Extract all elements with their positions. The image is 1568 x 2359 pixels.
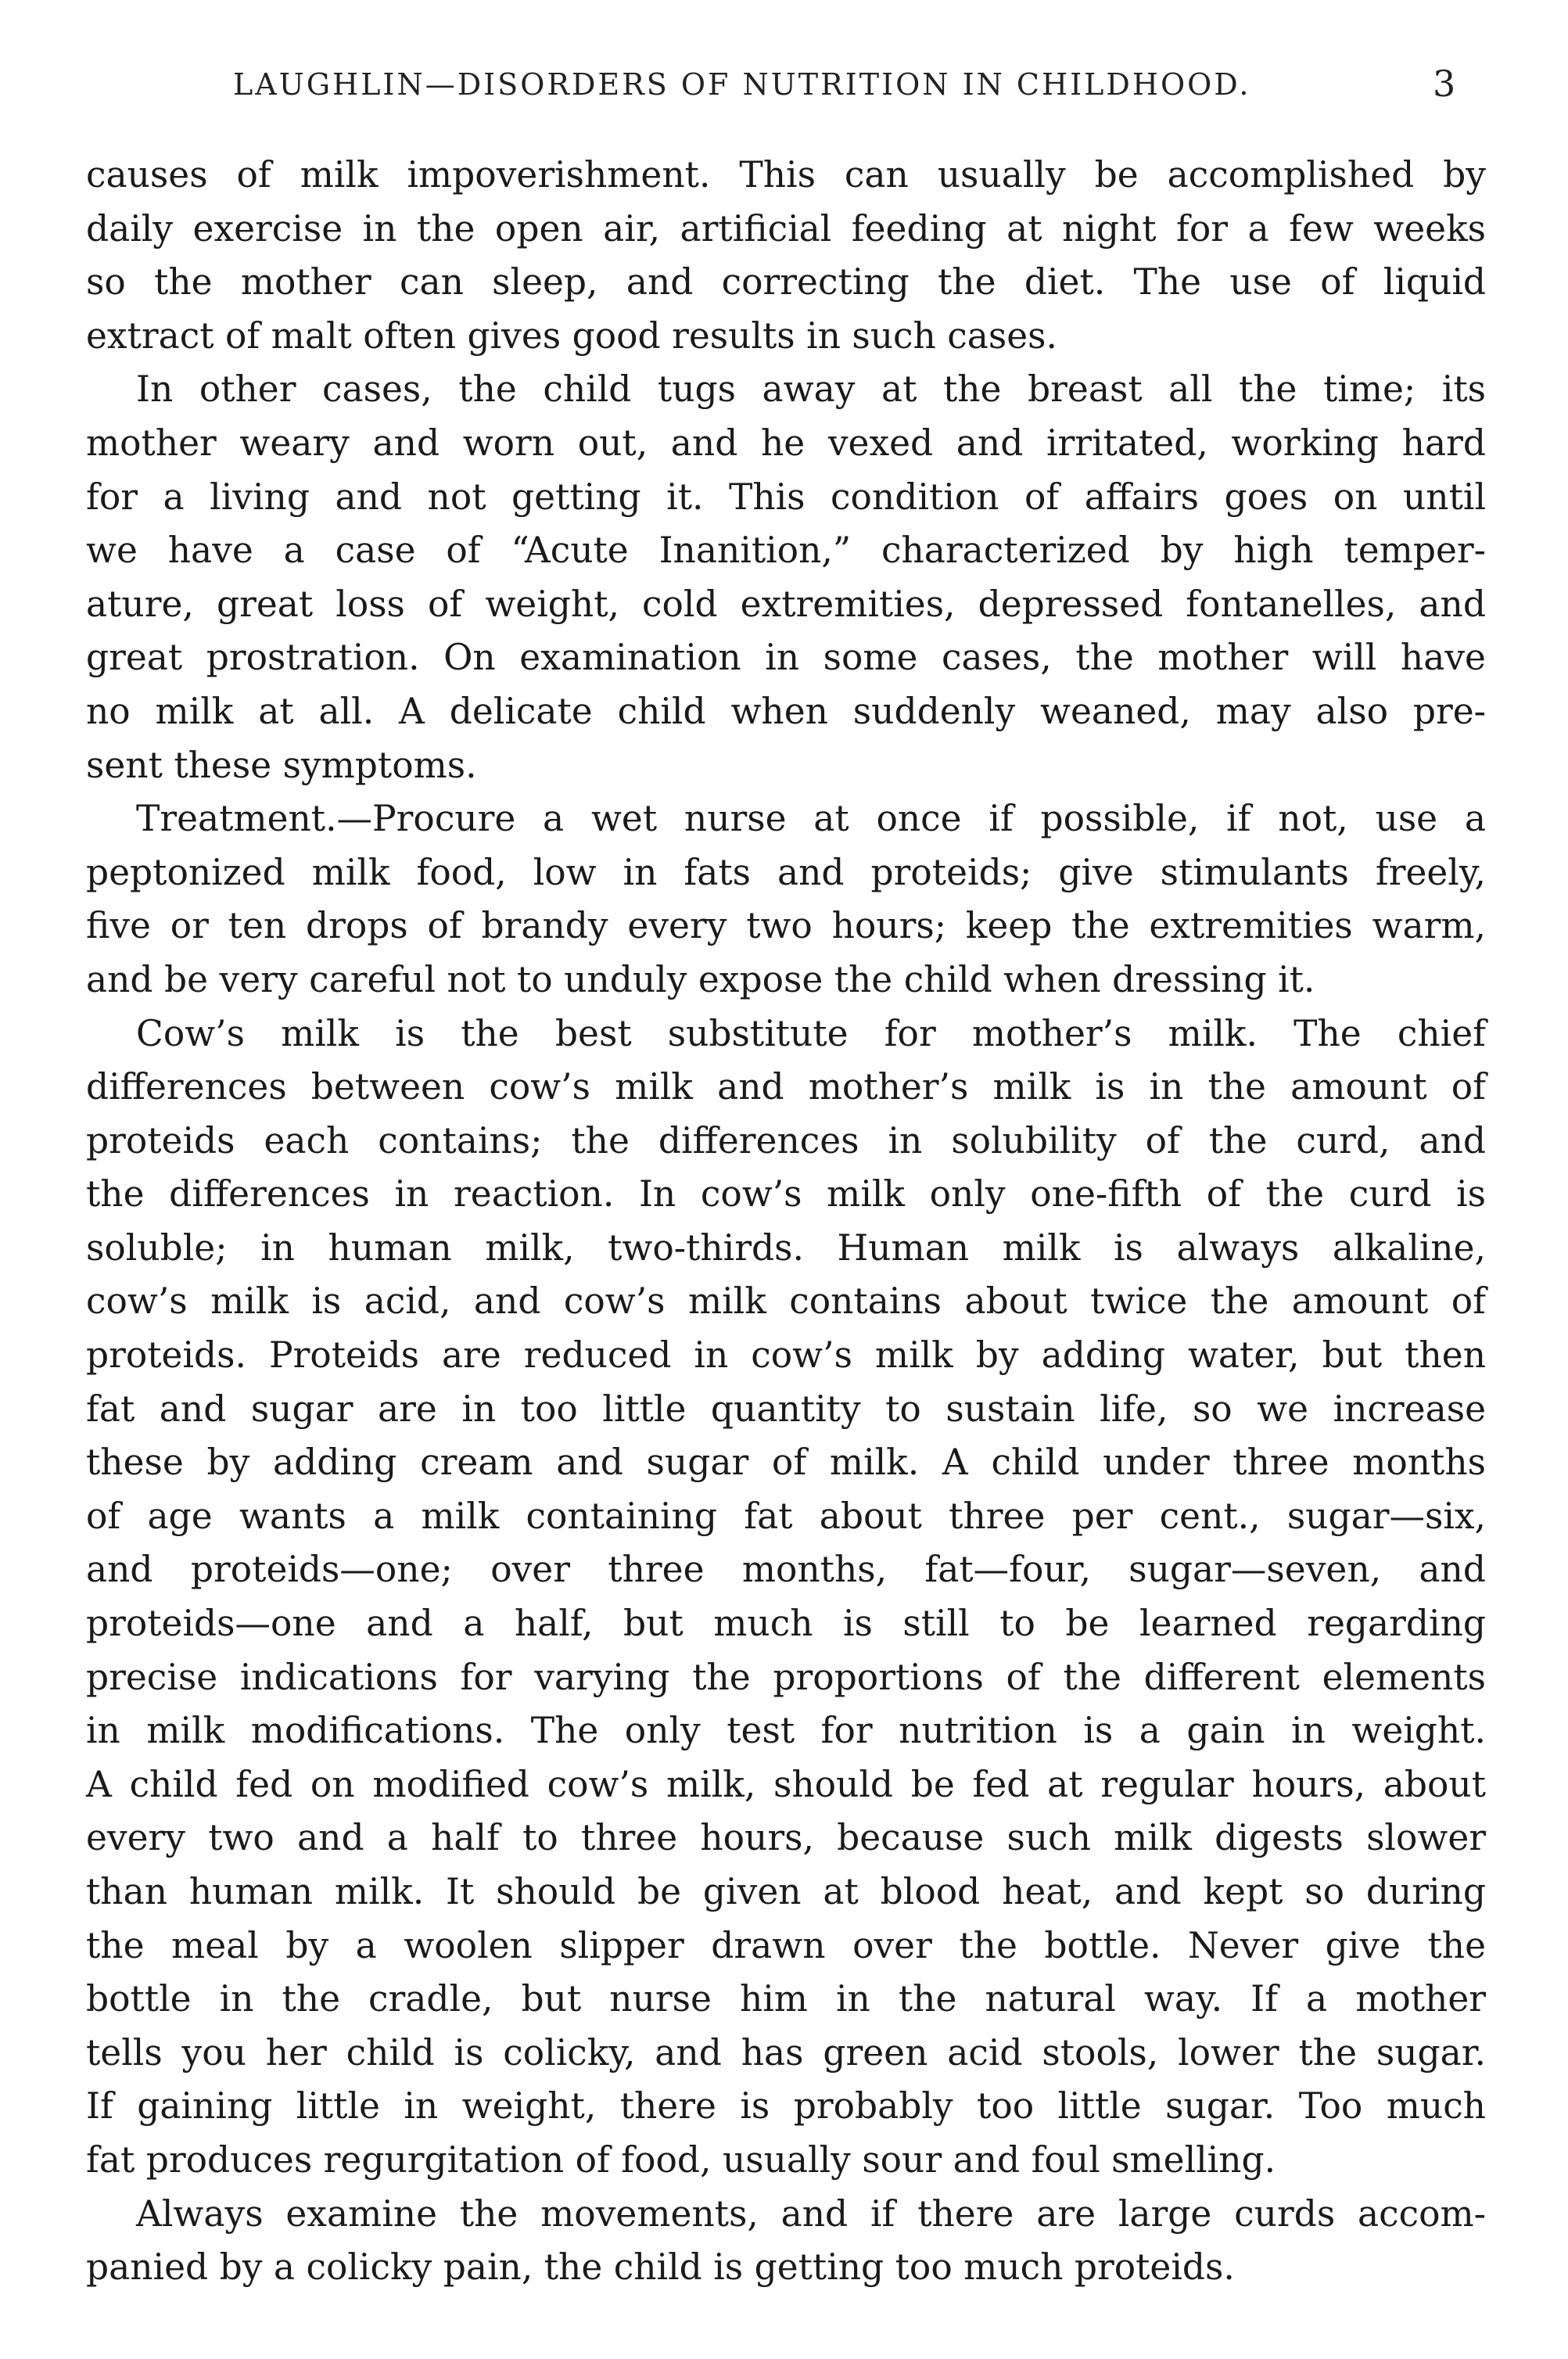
text-line: sent these symptoms. xyxy=(86,744,477,786)
page-number: 3 xyxy=(1433,63,1456,105)
text-line: daily exercise in the open air, artificial feeding at night for a few weeks xyxy=(86,207,1486,250)
text-line: fat and sugar are in too little quantity to sustain life, so we increase xyxy=(86,1388,1486,1430)
text-line: cow’s milk is acid, and cow’s milk contains about twice the amount of xyxy=(86,1280,1486,1323)
text-line: so the mother can sleep, and correcting the diet. The use of liquid xyxy=(86,261,1486,303)
text-line: the meal by a woolen slipper drawn over the bottle. Never give the xyxy=(86,1924,1486,1966)
text-line: fat produces regurgitation of food, usually sour and foul smelling. xyxy=(86,2138,1276,2181)
text-line: and be very careful not to unduly expose the child when dressing it. xyxy=(86,958,1315,1000)
text-line: tells you her child is colicky, and has green acid stools, lower the sugar. xyxy=(86,2031,1486,2074)
text-line: precise indications for varying the proportions of the different elements xyxy=(86,1656,1486,1698)
text-line: extract of malt often gives good results in such cases. xyxy=(86,314,1057,357)
text-line: causes of milk impoverishment. This can usually be accomplished by xyxy=(86,154,1486,196)
body-text xyxy=(86,149,1486,2295)
text-line: proteids—one and a half, but much is still to be learned regarding xyxy=(86,1603,1486,1645)
text-line: ature, great loss of weight, cold extremities, depressed fontanelles, and xyxy=(86,583,1486,625)
text-line: in milk modifications. The only test for nutrition is a gain in weight. xyxy=(86,1710,1486,1752)
text-line: five or ten drops of brandy every two hours; keep the extremities warm, xyxy=(86,905,1486,947)
running-head xyxy=(0,63,1568,114)
text-line: no milk at all. A delicate child when suddenly weaned, may also pre- xyxy=(86,690,1486,732)
text-line: peptonized milk food, low in fats and proteids; give stimulants freely, xyxy=(86,851,1486,893)
text-line: proteids each contains; the differences in solubility of the curd, and xyxy=(86,1119,1486,1162)
text-line: every two and a half to three hours, because such milk digests slower xyxy=(86,1817,1486,1859)
text-line: we have a case of “Acute Inanition,” characterized by high temper- xyxy=(86,530,1486,572)
text-line: the differences in reaction. In cow’s milk only one-fifth of the curd is xyxy=(86,1173,1486,1215)
text-line: panied by a colicky pain, the child is getting too much proteids. xyxy=(86,2246,1235,2289)
text-line: for a living and not getting it. This condition of affairs goes on until xyxy=(86,476,1486,518)
paragraph-first-line: Cow’s milk is the best substitute for mother’s milk. The chief xyxy=(136,1012,1486,1054)
text-line: than human milk. It should be given at blood heat, and kept so during xyxy=(86,1871,1486,1912)
text-line: these by adding cream and sugar of milk. A child under three months xyxy=(86,1442,1486,1484)
text-line: great prostration. On examination in some cases, the mother will have xyxy=(86,637,1486,679)
paragraph-first-line: Always examine the movements, and if there are large curds accom- xyxy=(136,2192,1486,2235)
text-line: and proteids—one; over three months, fat—four, sugar—seven, and xyxy=(86,1549,1486,1591)
paragraph-first-line: In other cases, the child tugs away at the breast all the time; its xyxy=(136,368,1486,411)
text-line: soluble; in human milk, two-thirds. Human milk is always alkaline, xyxy=(86,1226,1486,1269)
paragraph-first-line: Treatment.—Procure a wet nurse at once if possible, if not, use a xyxy=(136,798,1486,840)
running-title: LAUGHLIN—DISORDERS OF NUTRITION IN CHILDHOOD. xyxy=(233,67,1251,102)
text-line: A child fed on modified cow’s milk, should be fed at regular hours, about xyxy=(86,1763,1486,1805)
text-line: mother weary and worn out, and he vexed and irritated, working hard xyxy=(86,422,1486,464)
text-line: If gaining little in weight, there is probably too little sugar. Too much xyxy=(86,2085,1486,2127)
text-line: differences between cow’s milk and mother’s milk is in the amount of xyxy=(86,1066,1486,1108)
text-line: of age wants a milk containing fat about three per cent., sugar—six, xyxy=(86,1495,1486,1537)
text-line: proteids. Proteids are reduced in cow’s milk by adding water, but then xyxy=(86,1334,1486,1377)
text-line: bottle in the cradle, but nurse him in the natural way. If a mother xyxy=(86,1978,1486,2020)
